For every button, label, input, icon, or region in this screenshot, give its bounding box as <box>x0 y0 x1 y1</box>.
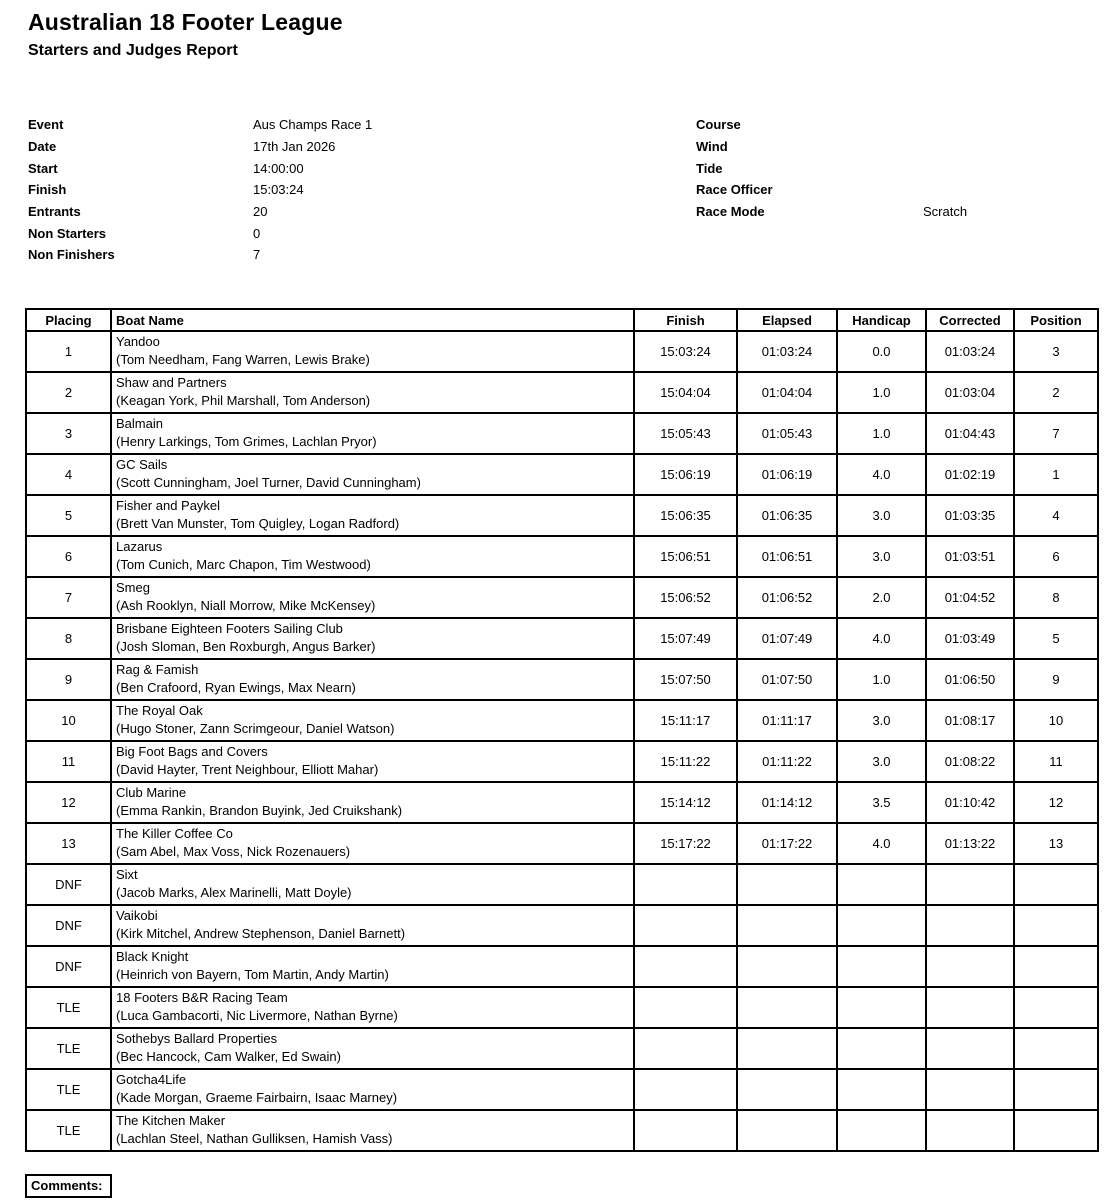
meta-label: Non Finishers <box>28 247 115 263</box>
handicap-cell: 0.0 <box>837 331 926 372</box>
crew-names: (Ash Rooklyn, Niall Morrow, Mike McKensey) <box>116 598 376 613</box>
boat-cell <box>111 1110 634 1151</box>
boat-cell <box>111 987 634 1028</box>
crew-names: (Keagan York, Phil Marshall, Tom Anderson) <box>116 393 371 408</box>
corrected-cell <box>926 1069 1014 1110</box>
finish-cell: 15:04:04 <box>634 372 737 413</box>
elapsed-cell <box>737 946 837 987</box>
crew-names: (Kade Morgan, Graeme Fairbairn, Isaac Marney) <box>116 1090 398 1105</box>
position-cell: 9 <box>1014 659 1098 700</box>
elapsed-cell: 01:03:24 <box>737 331 837 372</box>
meta-row <box>28 222 372 244</box>
corrected-cell <box>926 987 1014 1028</box>
boat-name: Brisbane Eighteen Footers Sailing Club <box>116 621 343 636</box>
corrected-cell: 01:03:35 <box>926 495 1014 536</box>
meta-value: 15:03:24 <box>253 182 304 198</box>
corrected-cell <box>926 905 1014 946</box>
finish-cell <box>634 1028 737 1069</box>
corrected-cell: 01:04:52 <box>926 577 1014 618</box>
meta-value: Scratch <box>923 204 968 220</box>
position-cell: 12 <box>1014 782 1098 823</box>
boat-name: Sixt <box>116 867 138 882</box>
elapsed-cell: 01:06:35 <box>737 495 837 536</box>
boat-cell <box>111 782 634 823</box>
boat-cell <box>111 1028 634 1069</box>
meta-row <box>28 201 372 223</box>
meta-value: 7 <box>253 247 261 263</box>
results-table-body <box>26 331 1098 1151</box>
placing-cell: 6 <box>26 536 111 577</box>
placing-cell: 2 <box>26 372 111 413</box>
page-title: Australian 18 Footer League <box>28 9 343 35</box>
results-header-row <box>26 309 1098 331</box>
handicap-cell <box>837 1028 926 1069</box>
boat-cell <box>111 618 634 659</box>
meta-row <box>696 157 967 179</box>
placing-cell: TLE <box>26 1028 111 1069</box>
handicap-cell: 3.5 <box>837 782 926 823</box>
position-cell: 4 <box>1014 495 1098 536</box>
corrected-cell: 01:03:49 <box>926 618 1014 659</box>
position-cell: 1 <box>1014 454 1098 495</box>
position-cell <box>1014 905 1098 946</box>
crew-names: (Emma Rankin, Brandon Buyink, Jed Cruikshank) <box>116 803 403 818</box>
elapsed-cell: 01:17:22 <box>737 823 837 864</box>
position-cell <box>1014 1110 1098 1151</box>
meta-label: Entrants <box>28 204 81 220</box>
meta-row <box>28 136 372 158</box>
boat-cell <box>111 454 634 495</box>
position-cell: 10 <box>1014 700 1098 741</box>
finish-cell: 15:07:50 <box>634 659 737 700</box>
crew-names: (Luca Gambacorti, Nic Livermore, Nathan Byrne) <box>116 1008 398 1023</box>
elapsed-cell <box>737 1069 837 1110</box>
finish-cell <box>634 905 737 946</box>
position-cell <box>1014 1028 1098 1069</box>
table-row <box>26 1069 1098 1110</box>
meta-value: 14:00:00 <box>253 160 304 176</box>
race-details-right <box>696 114 967 222</box>
handicap-cell: 3.0 <box>837 741 926 782</box>
placing-cell: 12 <box>26 782 111 823</box>
finish-cell: 15:05:43 <box>634 413 737 454</box>
boat-name: The Royal Oak <box>116 703 203 718</box>
meta-row <box>28 114 372 136</box>
boat-name: Fisher and Paykel <box>116 498 221 513</box>
meta-row <box>28 244 372 266</box>
crew-names: (Heinrich von Bayern, Tom Martin, Andy Martin) <box>116 967 389 982</box>
boat-name: The Killer Coffee Co <box>116 826 233 841</box>
boat-cell <box>111 823 634 864</box>
boat-cell <box>111 659 634 700</box>
table-row <box>26 618 1098 659</box>
finish-cell: 15:06:19 <box>634 454 737 495</box>
placing-cell: DNF <box>26 946 111 987</box>
placing-cell: 8 <box>26 618 111 659</box>
boat-cell <box>111 536 634 577</box>
crew-names: (Henry Larkings, Tom Grimes, Lachlan Pryor) <box>116 434 377 449</box>
crew-names: (Lachlan Steel, Nathan Gulliksen, Hamish Vass) <box>116 1131 393 1146</box>
position-cell <box>1014 864 1098 905</box>
placing-cell: TLE <box>26 987 111 1028</box>
table-row <box>26 1110 1098 1151</box>
finish-cell: 15:07:49 <box>634 618 737 659</box>
elapsed-cell <box>737 864 837 905</box>
boat-name: 18 Footers B&R Racing Team <box>116 990 288 1005</box>
table-row <box>26 700 1098 741</box>
finish-cell: 15:11:17 <box>634 700 737 741</box>
handicap-cell: 2.0 <box>837 577 926 618</box>
boat-name: Vaikobi <box>116 908 158 923</box>
placing-cell: DNF <box>26 864 111 905</box>
finish-cell <box>634 987 737 1028</box>
corrected-cell: 01:03:04 <box>926 372 1014 413</box>
crew-names: (David Hayter, Trent Neighbour, Elliott Mahar) <box>116 762 379 777</box>
placing-cell: 5 <box>26 495 111 536</box>
meta-label: Race Mode <box>696 204 765 220</box>
elapsed-cell: 01:04:04 <box>737 372 837 413</box>
comments-label: Comments: <box>25 1174 112 1198</box>
table-row <box>26 495 1098 536</box>
boat-cell <box>111 741 634 782</box>
handicap-cell: 1.0 <box>837 413 926 454</box>
handicap-cell: 4.0 <box>837 454 926 495</box>
boat-name: Yandoo <box>116 334 160 349</box>
boat-cell <box>111 577 634 618</box>
table-row <box>26 987 1098 1028</box>
crew-names: (Scott Cunningham, Joel Turner, David Cunningham) <box>116 475 421 490</box>
corrected-cell <box>926 946 1014 987</box>
corrected-cell: 01:10:42 <box>926 782 1014 823</box>
position-cell <box>1014 987 1098 1028</box>
position-cell: 6 <box>1014 536 1098 577</box>
boat-name: Rag & Famish <box>116 662 199 677</box>
placing-cell: 1 <box>26 331 111 372</box>
boat-name: The Kitchen Maker <box>116 1113 226 1128</box>
boat-name: Lazarus <box>116 539 163 554</box>
boat-cell <box>111 495 634 536</box>
boat-name: Sothebys Ballard Properties <box>116 1031 278 1046</box>
elapsed-cell: 01:11:22 <box>737 741 837 782</box>
position-cell: 8 <box>1014 577 1098 618</box>
table-row <box>26 454 1098 495</box>
meta-value: 17th Jan 2026 <box>253 139 336 155</box>
meta-value: Aus Champs Race 1 <box>253 117 373 133</box>
crew-names: (Kirk Mitchel, Andrew Stephenson, Daniel Barnett) <box>116 926 406 941</box>
table-row <box>26 372 1098 413</box>
finish-cell <box>634 1069 737 1110</box>
elapsed-cell: 01:06:19 <box>737 454 837 495</box>
handicap-cell: 4.0 <box>837 618 926 659</box>
crew-names: (Brett Van Munster, Tom Quigley, Logan Radford) <box>116 516 400 531</box>
meta-row <box>696 201 967 223</box>
meta-row <box>28 179 372 201</box>
corrected-cell <box>926 864 1014 905</box>
elapsed-cell: 01:07:50 <box>737 659 837 700</box>
column-header: Placing <box>26 309 111 331</box>
finish-cell: 15:17:22 <box>634 823 737 864</box>
meta-label: Non Starters <box>28 225 107 241</box>
report-subtitle: Starters and Judges Report <box>28 42 238 59</box>
placing-cell: 7 <box>26 577 111 618</box>
corrected-cell: 01:13:22 <box>926 823 1014 864</box>
meta-value: 0 <box>253 225 261 241</box>
table-row <box>26 331 1098 372</box>
handicap-cell: 3.0 <box>837 700 926 741</box>
handicap-cell <box>837 1069 926 1110</box>
handicap-cell <box>837 946 926 987</box>
elapsed-cell: 01:07:49 <box>737 618 837 659</box>
finish-cell: 15:06:52 <box>634 577 737 618</box>
table-row <box>26 782 1098 823</box>
column-header: Handicap <box>837 309 926 331</box>
boat-name: Club Marine <box>116 785 187 800</box>
crew-names: (Tom Needham, Fang Warren, Lewis Brake) <box>116 352 370 367</box>
crew-names: (Ben Crafoord, Ryan Ewings, Max Nearn) <box>116 680 356 695</box>
finish-cell: 15:06:51 <box>634 536 737 577</box>
meta-value: 20 <box>253 204 268 220</box>
table-row <box>26 659 1098 700</box>
placing-cell: 9 <box>26 659 111 700</box>
boat-name: Smeg <box>116 580 150 595</box>
boat-cell <box>111 700 634 741</box>
handicap-cell: 1.0 <box>837 659 926 700</box>
table-row <box>26 536 1098 577</box>
meta-label: Wind <box>696 139 728 155</box>
column-header: Finish <box>634 309 737 331</box>
column-header: Position <box>1014 309 1098 331</box>
corrected-cell: 01:06:50 <box>926 659 1014 700</box>
table-row <box>26 577 1098 618</box>
boat-cell <box>111 372 634 413</box>
placing-cell: DNF <box>26 905 111 946</box>
crew-names: (Tom Cunich, Marc Chapon, Tim Westwood) <box>116 557 371 572</box>
placing-cell: 10 <box>26 700 111 741</box>
finish-cell <box>634 864 737 905</box>
meta-row <box>696 136 967 158</box>
corrected-cell: 01:08:17 <box>926 700 1014 741</box>
position-cell <box>1014 1069 1098 1110</box>
elapsed-cell: 01:05:43 <box>737 413 837 454</box>
elapsed-cell <box>737 987 837 1028</box>
column-header: Elapsed <box>737 309 837 331</box>
boat-name: Gotcha4Life <box>116 1072 187 1087</box>
handicap-cell: 4.0 <box>837 823 926 864</box>
table-row <box>26 741 1098 782</box>
meta-label: Tide <box>696 160 723 176</box>
race-details-left <box>28 114 372 266</box>
crew-names: (Josh Sloman, Ben Roxburgh, Angus Barker) <box>116 639 376 654</box>
boat-name: Balmain <box>116 416 163 431</box>
meta-label: Course <box>696 117 741 133</box>
column-header: Corrected <box>926 309 1014 331</box>
finish-cell: 15:11:22 <box>634 741 737 782</box>
boat-cell <box>111 905 634 946</box>
boat-name: GC Sails <box>116 457 168 472</box>
placing-cell: TLE <box>26 1110 111 1151</box>
placing-cell: TLE <box>26 1069 111 1110</box>
crew-names: (Hugo Stoner, Zann Scrimgeour, Daniel Watson) <box>116 721 395 736</box>
corrected-cell <box>926 1110 1014 1151</box>
table-row <box>26 864 1098 905</box>
meta-row <box>28 157 372 179</box>
position-cell: 13 <box>1014 823 1098 864</box>
handicap-cell: 3.0 <box>837 536 926 577</box>
position-cell: 3 <box>1014 331 1098 372</box>
corrected-cell <box>926 1028 1014 1069</box>
meta-label: Date <box>28 139 57 155</box>
elapsed-cell <box>737 1028 837 1069</box>
elapsed-cell: 01:14:12 <box>737 782 837 823</box>
boat-cell <box>111 946 634 987</box>
finish-cell <box>634 1110 737 1151</box>
elapsed-cell: 01:06:51 <box>737 536 837 577</box>
boat-cell <box>111 331 634 372</box>
elapsed-cell <box>737 1110 837 1151</box>
position-cell: 2 <box>1014 372 1098 413</box>
corrected-cell: 01:04:43 <box>926 413 1014 454</box>
corrected-cell: 01:02:19 <box>926 454 1014 495</box>
crew-names: (Bec Hancock, Cam Walker, Ed Swain) <box>116 1049 341 1064</box>
position-cell: 7 <box>1014 413 1098 454</box>
corrected-cell: 01:03:51 <box>926 536 1014 577</box>
crew-names: (Sam Abel, Max Voss, Nick Rozenauers) <box>116 844 351 859</box>
handicap-cell <box>837 905 926 946</box>
finish-cell: 15:03:24 <box>634 331 737 372</box>
corrected-cell: 01:03:24 <box>926 331 1014 372</box>
results-table <box>25 308 1099 1152</box>
handicap-cell: 1.0 <box>837 372 926 413</box>
boat-name: Black Knight <box>116 949 189 964</box>
boat-name: Big Foot Bags and Covers <box>116 744 268 759</box>
table-row <box>26 1028 1098 1069</box>
position-cell <box>1014 946 1098 987</box>
handicap-cell <box>837 1110 926 1151</box>
finish-cell <box>634 946 737 987</box>
corrected-cell: 01:08:22 <box>926 741 1014 782</box>
table-row <box>26 905 1098 946</box>
elapsed-cell <box>737 905 837 946</box>
finish-cell: 15:06:35 <box>634 495 737 536</box>
column-header: Boat Name <box>111 309 634 331</box>
elapsed-cell: 01:11:17 <box>737 700 837 741</box>
table-row <box>26 413 1098 454</box>
meta-label: Finish <box>28 182 67 198</box>
position-cell: 5 <box>1014 618 1098 659</box>
meta-label: Start <box>28 160 58 176</box>
position-cell: 11 <box>1014 741 1098 782</box>
handicap-cell <box>837 864 926 905</box>
placing-cell: 13 <box>26 823 111 864</box>
handicap-cell <box>837 987 926 1028</box>
finish-cell: 15:14:12 <box>634 782 737 823</box>
boat-cell <box>111 413 634 454</box>
boat-cell <box>111 1069 634 1110</box>
placing-cell: 11 <box>26 741 111 782</box>
elapsed-cell: 01:06:52 <box>737 577 837 618</box>
crew-names: (Jacob Marks, Alex Marinelli, Matt Doyle) <box>116 885 352 900</box>
placing-cell: 3 <box>26 413 111 454</box>
boat-cell <box>111 864 634 905</box>
meta-row <box>696 179 967 201</box>
handicap-cell: 3.0 <box>837 495 926 536</box>
boat-name: Shaw and Partners <box>116 375 227 390</box>
placing-cell: 4 <box>26 454 111 495</box>
meta-label: Race Officer <box>696 182 773 198</box>
meta-label: Event <box>28 117 64 133</box>
table-row <box>26 946 1098 987</box>
meta-row <box>696 114 967 136</box>
table-row <box>26 823 1098 864</box>
